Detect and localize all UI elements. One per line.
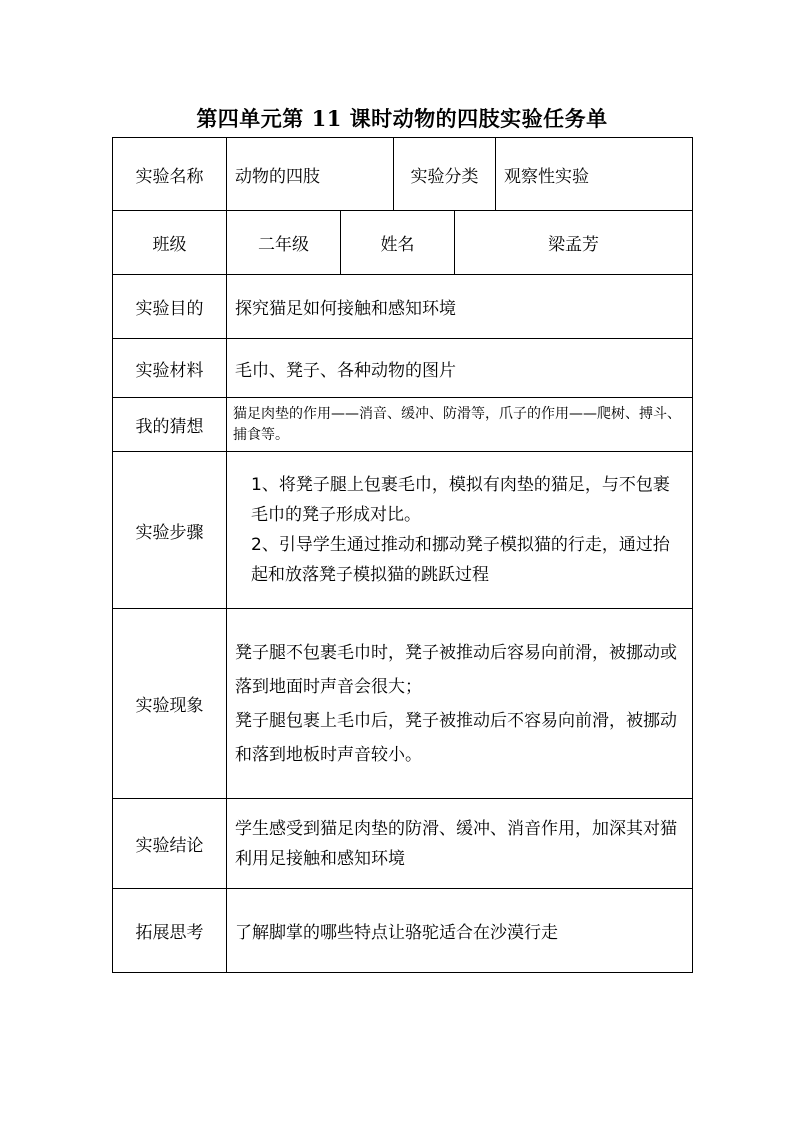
row-class [113,211,693,275]
task-sheet-table [112,137,693,973]
page-title: 第四单元第 11 课时动物的四肢实验任务单 [196,106,608,131]
conclusion-value: 学生感受到猫足肉垫的防滑、缓冲、消音作用，加深其对猫利用足接触和感知环境 [227,799,693,889]
experiment-name-label: 实验名称 [113,138,227,211]
phenomenon-label: 实验现象 [113,609,227,799]
experiment-category-value: 观察性实验 [496,138,693,211]
experiment-category-label: 实验分类 [394,138,496,211]
materials-label: 实验材料 [113,339,227,398]
phenomenon-item: 凳子腿不包裹毛巾时，凳子被推动后容易向前滑，被挪动或落到地面时声音会很大； [235,642,677,697]
row-guess [113,398,693,452]
purpose-value: 探究猫足如何接触和感知环境 [227,275,693,339]
step-item: 2、引导学生通过推动和挪动凳子模拟猫的行走，通过抬起和放落凳子模拟猫的跳跃过程 [251,535,670,585]
extension-value: 了解脚掌的哪些特点让骆驼适合在沙漠行走 [227,889,693,973]
row-purpose [113,275,693,339]
guess-label: 我的猜想 [113,398,227,452]
step-item: 1、将凳子腿上包裹毛巾，模拟有肉垫的猫足，与不包裹毛巾的凳子形成对比。 [251,475,670,525]
experiment-name-value: 动物的四肢 [227,138,394,211]
materials-value: 毛巾、凳子、各种动物的图片 [227,339,693,398]
class-value: 二年级 [227,211,341,275]
purpose-label: 实验目的 [113,275,227,339]
class-label: 班级 [113,211,227,275]
row-steps [113,452,693,609]
steps-label: 实验步骤 [113,452,227,609]
student-name-label: 姓名 [341,211,455,275]
extension-label: 拓展思考 [113,889,227,973]
row-conclusion [113,799,693,889]
row-experiment-name [113,138,693,211]
student-name-value: 梁孟芳 [455,211,693,275]
row-extension [113,889,693,973]
row-materials [113,339,693,398]
phenomenon-item: 凳子腿包裹上毛巾后，凳子被推动后不容易向前滑，被挪动和落到地板时声音较小。 [235,710,677,765]
guess-value: 猫足肉垫的作用——消音、缓冲、防滑等，爪子的作用——爬树、搏斗、捕食等。 [227,398,693,452]
row-phenomenon [113,609,693,799]
phenomenon-content [227,609,693,799]
conclusion-label: 实验结论 [113,799,227,889]
steps-content [227,452,693,609]
